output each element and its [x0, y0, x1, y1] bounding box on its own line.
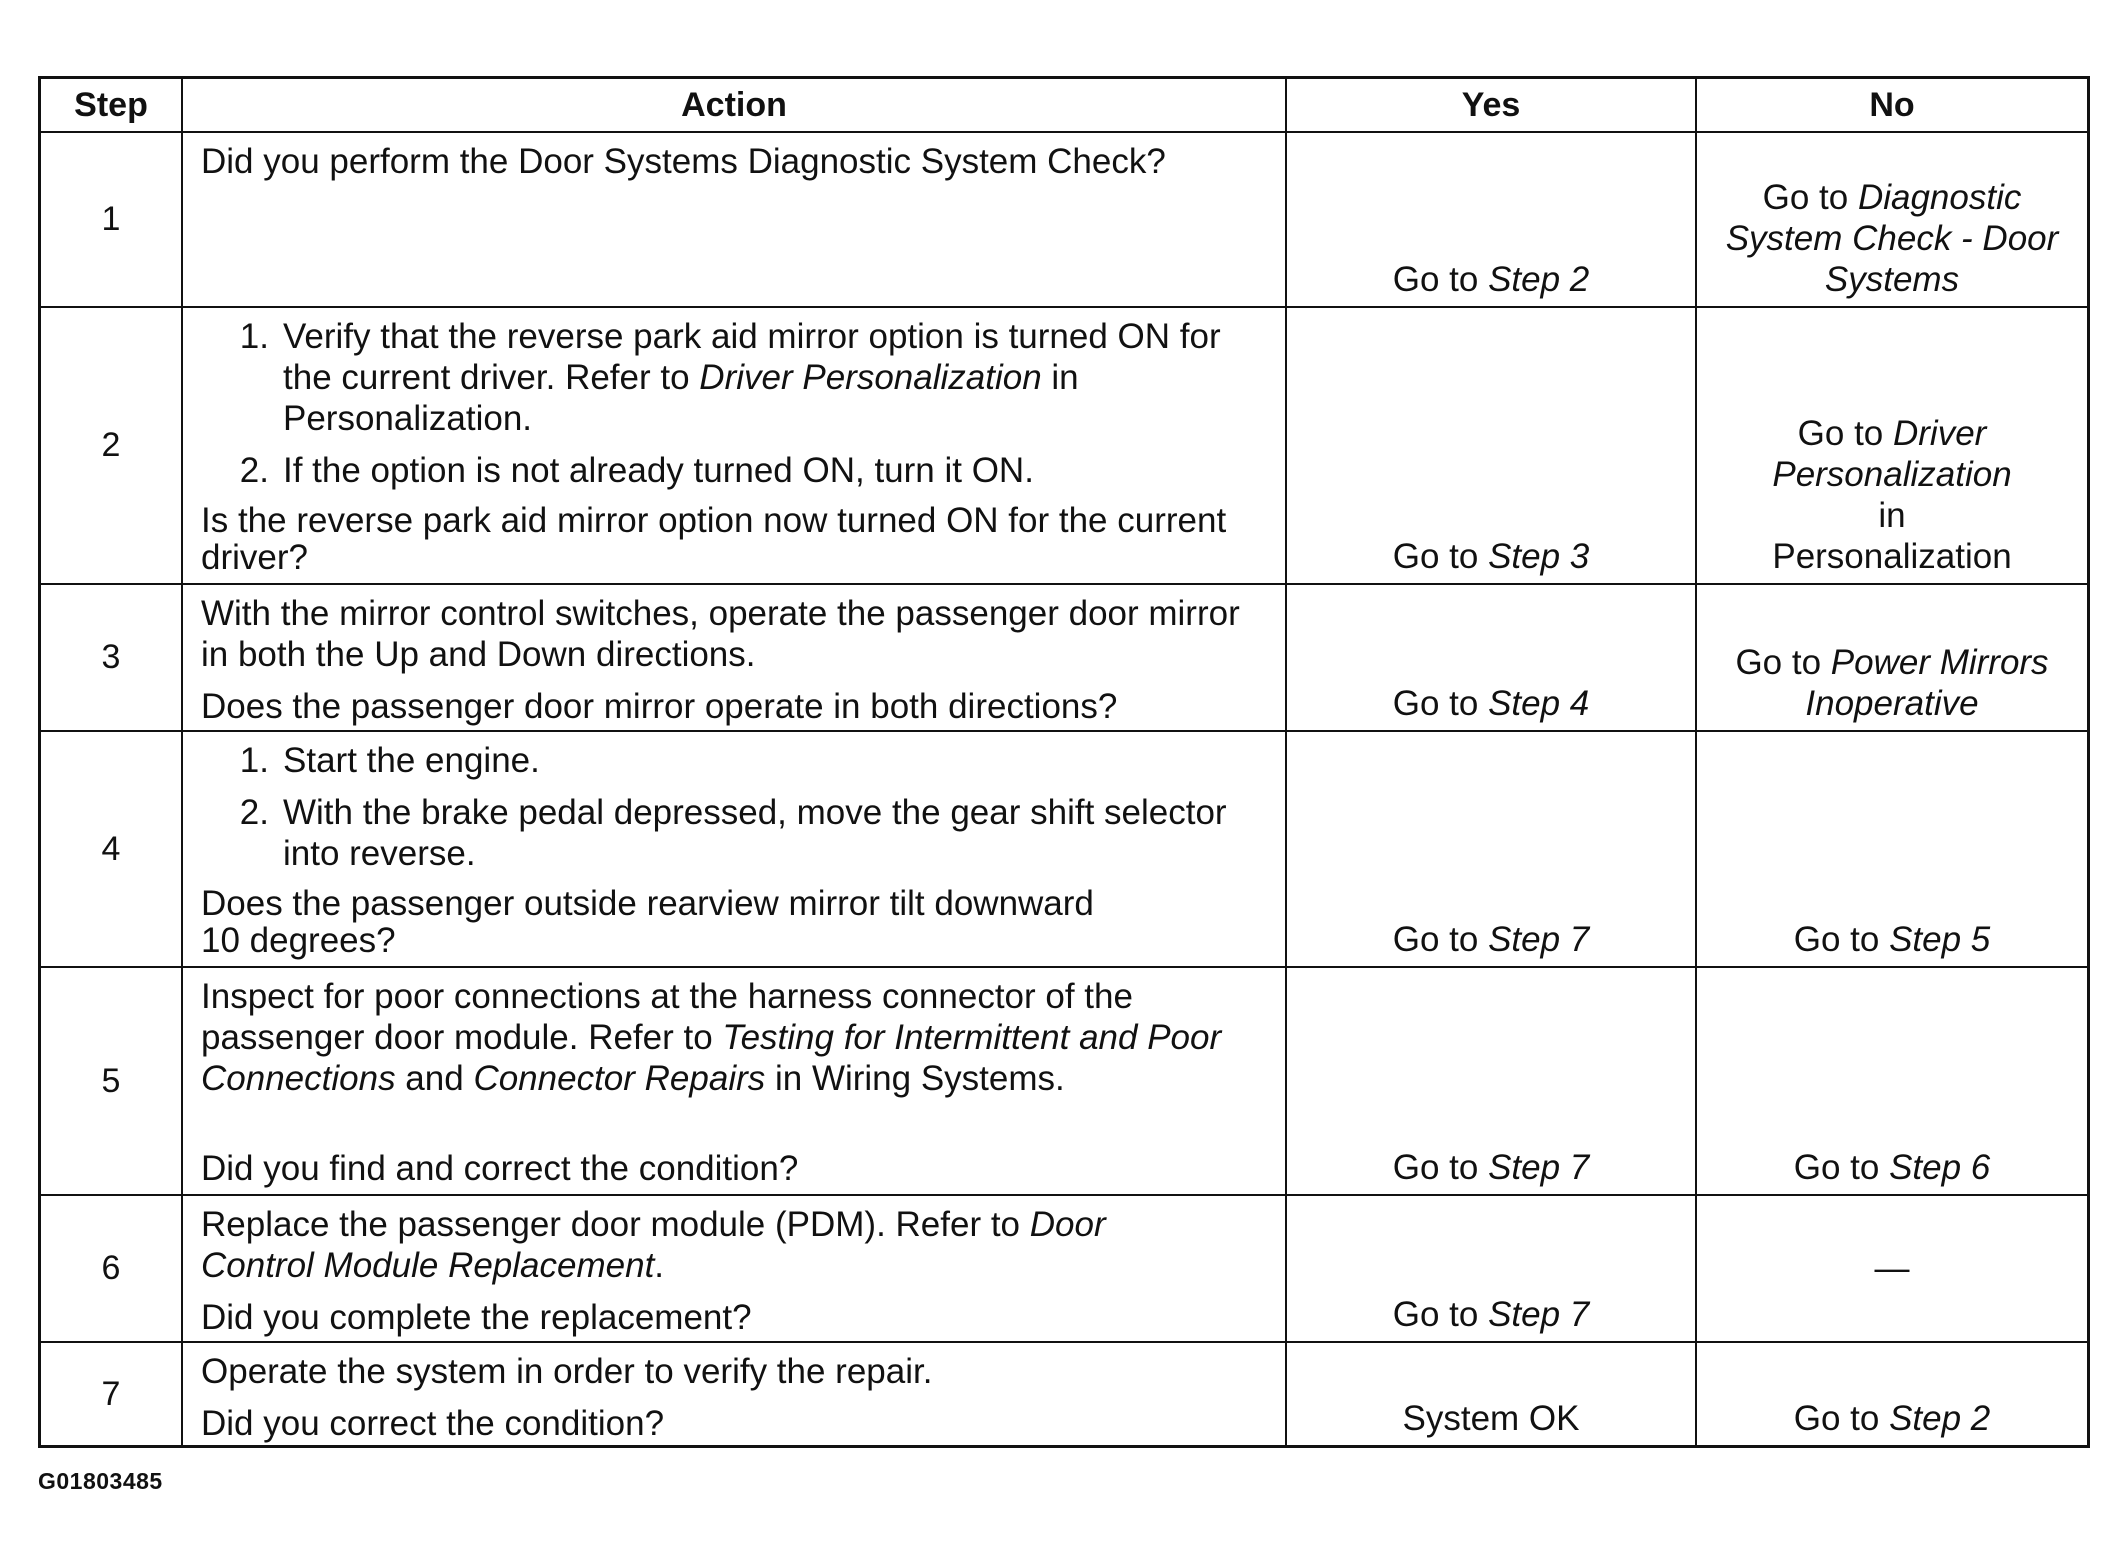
yes-prefix: Go to [1392, 1148, 1489, 1187]
list-item [201, 316, 1269, 439]
action-list [201, 740, 1269, 874]
action-cell [183, 133, 1287, 308]
no-mid-text: in [1878, 496, 1906, 535]
yes-cell [1287, 133, 1697, 308]
yes-prefix: Go to [1392, 920, 1489, 959]
yes-link[interactable]: Step 7 [1488, 1295, 1590, 1334]
step-number: 4 [41, 732, 183, 968]
step-number: 1 [41, 133, 183, 308]
no-suffix-text: Personalization [1772, 537, 2012, 576]
header-yes: Yes [1287, 79, 1697, 133]
step-number: 6 [41, 1196, 183, 1343]
list-item [201, 792, 1269, 874]
action-question: Did you correct the condition? [201, 1404, 665, 1443]
no-dash: — [1874, 1249, 1910, 1288]
action-cell [183, 585, 1287, 732]
action-cell [183, 968, 1287, 1196]
yes-link[interactable]: Step 7 [1488, 920, 1590, 959]
action-cell [183, 1343, 1287, 1445]
no-cell [1697, 1343, 2087, 1445]
no-cell [1697, 732, 2087, 968]
no-prefix: Go to [1735, 643, 1831, 682]
step-number: 3 [41, 585, 183, 732]
yes-link[interactable]: Step 4 [1488, 684, 1590, 723]
list-number: 1. [239, 317, 269, 356]
yes-link[interactable]: Step 3 [1488, 537, 1590, 576]
list-text: If the option is not already turned ON, turn it ON. [283, 451, 1034, 490]
diagnostic-table [38, 76, 2090, 1448]
header-no: No [1697, 79, 2087, 133]
no-link[interactable]: Power Mirrors Inoperative [1805, 643, 2049, 723]
list-text: in Personalization. [283, 358, 1079, 438]
action-text-part: . [654, 1246, 665, 1285]
no-link[interactable]: Diagnostic System Check - Door Systems [1725, 178, 2059, 299]
list-number: 2. [239, 793, 269, 832]
reference-link[interactable]: Driver Personalization [699, 358, 1042, 397]
action-text: Operate the system in order to verify the repair. [201, 1352, 933, 1391]
reference-link[interactable]: Testing for Intermittent and Poor Connections [201, 1018, 1222, 1098]
figure-id: G01803485 [38, 1468, 163, 1494]
yes-prefix: Go to [1392, 260, 1489, 299]
no-prefix: Go to [1793, 920, 1890, 959]
step-number: 2 [41, 308, 183, 585]
yes-result: System OK [1402, 1399, 1580, 1438]
action-question: Does the passenger door mirror operate in both directions? [201, 687, 1118, 726]
reference-link[interactable]: Door Control Module Replacement [201, 1205, 1106, 1285]
header-step: Step [41, 79, 183, 133]
step-number: 5 [41, 968, 183, 1196]
action-question: Did you find and correct the condition? [201, 1149, 799, 1188]
action-list [201, 316, 1269, 491]
action-cell [183, 1196, 1287, 1343]
yes-prefix: Go to [1392, 684, 1489, 723]
yes-prefix: Go to [1392, 537, 1489, 576]
no-prefix: Go to [1797, 414, 1893, 453]
action-text-part: in Wiring Systems. [765, 1059, 1065, 1098]
no-cell [1697, 1196, 2087, 1343]
yes-link[interactable]: Step 7 [1488, 1148, 1590, 1187]
no-link[interactable]: Step 6 [1889, 1148, 1991, 1187]
list-text: With the brake pedal depressed, move the gear shift selector into reverse. [283, 793, 1227, 873]
list-number: 1. [239, 741, 269, 780]
yes-cell [1287, 308, 1697, 585]
action-cell [183, 732, 1287, 968]
yes-link[interactable]: Step 2 [1488, 260, 1590, 299]
action-text: With the mirror control switches, operate the passenger door mirror in both the Up and Down directions. [201, 594, 1240, 674]
list-text: Verify that the reverse park aid mirror option is turned ON for the current driver. Refer to [283, 317, 1221, 397]
no-prefix: Go to [1793, 1148, 1890, 1187]
header-action: Action [183, 79, 1287, 133]
yes-cell [1287, 732, 1697, 968]
reference-link[interactable]: Connector Repairs [473, 1059, 766, 1098]
action-text-part: Inspect for poor connections at the harness connector of the passenger door module. Refer to [201, 977, 1133, 1057]
yes-cell [1287, 1343, 1697, 1445]
no-cell [1697, 585, 2087, 732]
no-prefix: Go to [1793, 1399, 1890, 1438]
list-text: Start the engine. [283, 741, 540, 780]
yes-cell [1287, 1196, 1697, 1343]
action-text-part: and [395, 1059, 474, 1098]
yes-prefix: Go to [1392, 1295, 1489, 1334]
action-question: Did you complete the replacement? [201, 1298, 752, 1337]
action-text-part: Replace the passenger door module (PDM). Refer to [201, 1205, 1030, 1244]
action-question: Did you perform the Door Systems Diagnostic System Check? [201, 142, 1166, 181]
no-link[interactable]: Step 2 [1889, 1399, 1991, 1438]
action-text [201, 1204, 1201, 1286]
yes-cell [1287, 585, 1697, 732]
no-link[interactable]: Driver Personalization [1772, 414, 2012, 494]
action-question: Is the reverse park aid mirror option now turned ON for the current driver? [201, 501, 1227, 577]
yes-cell [1287, 968, 1697, 1196]
list-number: 2. [239, 451, 269, 490]
no-cell [1697, 308, 2087, 585]
no-prefix: Go to [1762, 178, 1858, 217]
no-cell [1697, 133, 2087, 308]
no-link[interactable]: Step 5 [1889, 920, 1991, 959]
list-item [201, 740, 1269, 781]
step-number: 7 [41, 1343, 183, 1445]
action-cell [183, 308, 1287, 585]
list-item [201, 450, 1269, 491]
action-text [201, 976, 1269, 1099]
no-cell [1697, 968, 2087, 1196]
action-question: Does the passenger outside rearview mirror tilt downward 10 degrees? [201, 884, 1094, 960]
